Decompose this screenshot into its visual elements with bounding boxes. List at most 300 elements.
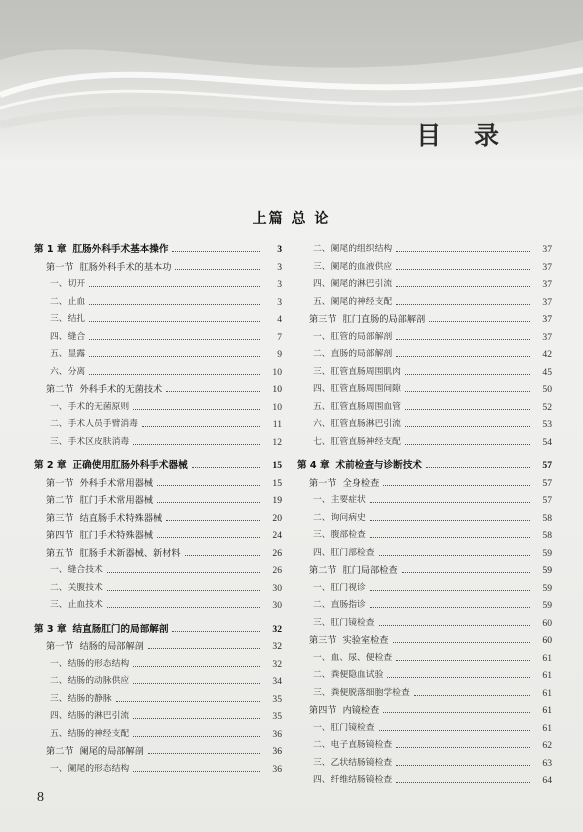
dot-leader (166, 520, 260, 521)
toc-entry-page: 63 (542, 757, 552, 769)
toc-entry-page: 59 (542, 600, 552, 611)
toc-entry-label (313, 720, 375, 738)
toc-entry-label (313, 527, 366, 545)
toc-entry-title: 五、显露 (50, 349, 86, 359)
toc-entry-page: 57 (542, 477, 552, 489)
toc-entry-page: 37 (542, 331, 552, 343)
toc-entry-label (50, 346, 85, 364)
toc-entry-page: 19 (272, 495, 282, 506)
toc-sub-entry[interactable] (297, 416, 552, 434)
toc-entry-page: 12 (272, 436, 282, 448)
toc-entry-title: 五、肛管直肠周围血管 (313, 401, 401, 412)
toc-entry-page: 10 (272, 401, 282, 413)
toc-entry-page: 61 (542, 652, 552, 664)
dot-leader (387, 677, 530, 678)
toc-chapter-entry[interactable] (34, 241, 282, 259)
toc-entry-title: 四、阑尾的淋巴引流 (313, 279, 393, 289)
dot-leader (175, 269, 260, 270)
toc-entry-number: 第 1 章 (34, 244, 67, 255)
toc-entry-page: 34 (272, 676, 282, 687)
toc-entry-title: 一、肛门视诊 (313, 582, 366, 593)
toc-section-entry[interactable] (34, 527, 282, 545)
toc-sub-entry[interactable] (34, 708, 282, 726)
toc-sub-entry[interactable] (34, 691, 282, 709)
toc-entry-title: 结直肠手术特殊器械 (79, 512, 163, 524)
dot-leader (133, 771, 260, 772)
toc-entry-page: 30 (272, 600, 282, 611)
toc-entry-title: 三、肛门镜检查 (313, 617, 375, 628)
dot-leader (379, 730, 530, 731)
toc-entry-title: 全身检查 (342, 477, 380, 489)
toc-section-entry[interactable] (34, 381, 282, 399)
toc-sub-entry[interactable] (297, 685, 552, 703)
toc-sub-entry[interactable] (34, 597, 282, 615)
toc-entry-label (313, 241, 392, 259)
dot-leader (185, 555, 260, 556)
toc-section-entry[interactable] (297, 311, 552, 329)
toc-entry-page: 61 (542, 705, 552, 716)
toc-entry-label (46, 475, 153, 493)
toc-entry-label (50, 597, 103, 615)
toc-entry-page: 15 (272, 477, 282, 489)
dot-leader (148, 753, 260, 754)
toc-entry-page: 10 (272, 384, 282, 395)
toc-entry-label (50, 399, 129, 417)
toc-entry-page: 62 (542, 740, 552, 751)
toc-sub-entry[interactable] (297, 720, 552, 738)
dot-leader (107, 590, 260, 591)
toc-sub-entry[interactable] (297, 615, 552, 633)
toc-sub-entry[interactable] (34, 580, 282, 598)
toc-sub-entry[interactable] (34, 346, 282, 364)
toc-entry-page: 35 (272, 711, 282, 722)
toc-entry-title: 二、直肠的局部解剖 (313, 349, 393, 359)
toc-entry-page: 59 (542, 547, 552, 559)
toc-entry-page: 60 (542, 635, 552, 646)
toc-entry-number: 第一节 (309, 477, 337, 489)
toc-entry-number: 第四节 (309, 705, 337, 716)
toc-sub-entry[interactable] (297, 527, 552, 545)
toc-entry-label (50, 708, 129, 726)
dot-leader (383, 485, 530, 486)
toc-sub-entry[interactable] (34, 656, 282, 674)
dot-leader (405, 391, 530, 392)
toc-entry-label (50, 562, 103, 580)
toc-entry-label (50, 726, 129, 744)
toc-entry-page: 61 (542, 687, 552, 699)
dot-leader (402, 572, 530, 573)
toc-entry-label (313, 685, 410, 703)
toc-sub-entry[interactable] (297, 545, 552, 563)
toc-entry-page: 61 (542, 670, 552, 681)
dot-leader (393, 642, 531, 643)
toc-entry-page: 32 (272, 641, 282, 652)
toc-entry-label (46, 527, 153, 545)
dot-leader (396, 765, 530, 766)
toc-entry-page: 36 (272, 763, 282, 775)
toc-entry-number: 第三节 (309, 314, 337, 325)
toc-entry-page: 57 (542, 460, 552, 471)
toc-sub-entry[interactable] (34, 416, 282, 434)
toc-entry-page: 4 (277, 314, 282, 325)
dot-leader (405, 426, 530, 427)
toc-entry-title: 二、询问病史 (313, 512, 366, 523)
toc-entry-label (50, 364, 85, 382)
toc-entry-title: 二、直肠指诊 (313, 600, 366, 610)
toc-entry-title: 三、止血技术 (50, 600, 103, 610)
toc-entry-title: 二、电子直肠镜检查 (313, 740, 393, 750)
toc-entry-label (46, 381, 162, 399)
toc-entry-label (313, 755, 392, 773)
toc-entry-page: 37 (542, 296, 552, 308)
toc-sub-entry[interactable] (297, 597, 552, 615)
toc-entry-page: 11 (272, 419, 282, 430)
toc-entry-page: 53 (542, 419, 552, 430)
toc-sub-entry[interactable] (34, 311, 282, 329)
dot-leader (192, 467, 260, 468)
toc-entry-number: 第一节 (46, 477, 74, 489)
toc-entry-page: 59 (542, 565, 552, 576)
toc-entry-label (34, 241, 168, 259)
toc-entry-label (309, 632, 389, 650)
dot-leader (89, 356, 260, 357)
dot-leader (133, 666, 260, 667)
toc-entry-title: 一、肛管的局部解剖 (313, 331, 393, 342)
toc-entry-title: 一、结肠的形态结构 (50, 658, 130, 669)
toc-entry-title: 一、主要症状 (313, 495, 366, 505)
toc-entry-label (50, 656, 129, 674)
toc-entry-page: 37 (542, 261, 552, 273)
toc-entry-number: 第二节 (309, 565, 337, 576)
toc-entry-page: 52 (542, 401, 552, 413)
toc-entry-title: 三、腹部检查 (313, 530, 366, 540)
dot-leader (396, 747, 530, 748)
dot-leader (396, 660, 530, 661)
toc-sub-entry[interactable] (297, 755, 552, 773)
toc-entry-page: 7 (277, 331, 282, 343)
dot-leader (396, 304, 530, 305)
toc-sub-entry[interactable] (297, 399, 552, 417)
dot-leader (107, 572, 260, 573)
toc-entry-label (50, 691, 112, 709)
dot-leader (107, 607, 260, 608)
toc-entry-page: 26 (272, 547, 282, 559)
toc-entry-title: 肛门手术常用器械 (79, 495, 154, 506)
toc-sub-entry[interactable] (297, 241, 552, 259)
toc-entry-number: 第四节 (46, 530, 74, 541)
toc-section-entry[interactable] (297, 562, 552, 580)
toc-section-entry[interactable] (297, 702, 552, 720)
toc-section-entry[interactable] (34, 510, 282, 528)
toc-entry-page: 37 (542, 279, 552, 290)
toc-entry-label (313, 580, 366, 598)
dot-leader (166, 391, 260, 392)
toc-entry-label (313, 364, 401, 382)
toc-entry-title: 二、手术人员手臂消毒 (50, 419, 138, 429)
toc-entry-page: 3 (277, 261, 282, 273)
toc-sub-entry[interactable] (34, 761, 282, 779)
toc-sub-entry[interactable] (297, 364, 552, 382)
toc-entry-label (313, 650, 392, 668)
toc-entry-page: 58 (542, 530, 552, 541)
toc-section-entry[interactable] (34, 492, 282, 510)
toc-entry-page: 59 (542, 582, 552, 594)
toc-entry-label (50, 434, 129, 452)
toc-entry-label (313, 615, 375, 633)
toc-entry-title: 三、乙状结肠镜检查 (313, 757, 393, 768)
dot-leader (383, 712, 530, 713)
toc-entry-page: 37 (542, 244, 552, 255)
dot-leader (429, 321, 530, 322)
toc-sub-entry[interactable] (34, 294, 282, 312)
toc-sub-entry[interactable] (297, 329, 552, 347)
dot-leader (142, 426, 260, 427)
dot-leader (405, 409, 530, 410)
toc-sub-entry[interactable] (34, 399, 282, 417)
dot-leader (133, 736, 260, 737)
toc-entry-page: 30 (272, 582, 282, 594)
toc-entry-page: 24 (272, 530, 282, 541)
toc-section-entry[interactable] (34, 259, 282, 277)
part-title: 上篇 总 论 (252, 211, 331, 227)
toc-entry-label (50, 580, 103, 598)
toc-entry-page: 15 (272, 460, 282, 471)
toc-entry-page: 32 (272, 658, 282, 670)
toc-sub-entry[interactable] (297, 381, 552, 399)
toc-entry-label (313, 381, 401, 399)
dot-leader (396, 356, 530, 357)
dot-leader (157, 502, 260, 503)
dot-leader (370, 537, 530, 538)
toc-right-column (297, 241, 552, 790)
toc-section-entry[interactable] (34, 638, 282, 656)
toc-entry-page: 42 (542, 349, 552, 360)
dot-leader (89, 304, 260, 305)
dot-leader (379, 625, 530, 626)
dot-leader (172, 631, 260, 632)
toc-entry-page: 45 (542, 366, 552, 378)
toc-entry-label (313, 329, 392, 347)
toc-entry-title: 正确使用肛肠外科手术器械 (72, 460, 188, 471)
toc-entry-number: 第 2 章 (34, 460, 67, 471)
toc-entry-title: 四、缝合 (50, 331, 86, 342)
toc-entry-label (309, 562, 398, 580)
toc-entry-title: 二、关腹技术 (50, 582, 103, 593)
dot-leader (148, 648, 260, 649)
toc-entry-title: 一、手术的无菌原则 (50, 401, 130, 412)
toc-sub-entry[interactable] (297, 650, 552, 668)
toc-entry-label (313, 294, 392, 312)
dot-leader (426, 467, 530, 468)
toc-entry-number: 第二节 (46, 746, 74, 757)
toc-entry-label (313, 276, 392, 294)
toc-entry-label (313, 667, 383, 685)
toc-sub-entry[interactable] (297, 346, 552, 364)
toc-sub-entry[interactable] (34, 562, 282, 580)
toc-title: 目 录 (416, 121, 511, 150)
toc-entry-title: 一、缝合技术 (50, 565, 103, 575)
toc-entry-label (34, 457, 188, 475)
toc-entry-title: 三、阑尾的血液供应 (313, 261, 393, 272)
toc-entry-label (50, 673, 129, 691)
toc-entry-label (297, 457, 422, 475)
dot-leader (133, 718, 260, 719)
toc-section-entry[interactable] (34, 743, 282, 761)
toc-entry-title: 五、阑尾的神经支配 (313, 296, 393, 307)
toc-entry-label (46, 545, 181, 563)
dot-leader (396, 269, 530, 270)
dot-leader (133, 683, 260, 684)
dot-leader (379, 555, 530, 556)
toc-entry-number: 第二节 (46, 384, 74, 395)
toc-entry-label (313, 399, 401, 417)
toc-entry-title: 六、肛管直肠淋巴引流 (313, 419, 401, 429)
toc-entry-page: 54 (542, 436, 552, 448)
toc-sub-entry[interactable] (297, 510, 552, 528)
toc-entry-page: 64 (542, 775, 552, 786)
toc-sub-entry[interactable] (297, 259, 552, 277)
toc-entry-title: 三、肛管直肠周围肌肉 (313, 366, 401, 377)
toc-sub-entry[interactable] (297, 276, 552, 294)
toc-entry-page: 3 (277, 296, 282, 308)
toc-entry-title: 一、肛门镜检查 (313, 722, 375, 733)
toc-entry-label (313, 737, 392, 755)
dot-leader (396, 782, 530, 783)
toc-entry-number: 第 4 章 (297, 460, 330, 471)
toc-entry-title: 肛门手术特殊器械 (79, 530, 154, 541)
toc-entry-title: 六、分离 (50, 366, 86, 377)
dot-leader (414, 695, 530, 696)
toc-sub-entry[interactable] (297, 434, 552, 452)
toc-entry-title: 肛肠手术新器械、新材料 (79, 547, 181, 559)
toc-sub-entry[interactable] (34, 434, 282, 452)
dot-leader (89, 321, 260, 322)
toc-sub-entry[interactable] (34, 329, 282, 347)
toc-entry-number: 第一节 (46, 641, 74, 652)
toc-entry-title: 一、阑尾的形态结构 (50, 763, 130, 774)
toc-entry-title: 肛门直肠的局部解剖 (342, 314, 426, 325)
toc-entry-title: 实验室检查 (342, 635, 389, 646)
toc-entry-label (50, 761, 129, 779)
toc-sub-entry[interactable] (297, 772, 552, 790)
toc-entry-label (313, 346, 392, 364)
toc-entry-page: 58 (542, 512, 552, 524)
toc-entry-label (313, 510, 366, 528)
dot-leader (89, 339, 260, 340)
toc-entry-label (50, 276, 85, 294)
toc-entry-label (313, 492, 366, 510)
dot-leader (370, 520, 530, 521)
toc-sub-entry[interactable] (34, 673, 282, 691)
toc-chapter-entry[interactable] (34, 621, 282, 639)
toc-entry-label (50, 294, 85, 312)
toc-sub-entry[interactable] (34, 276, 282, 294)
toc-entry-label (313, 597, 366, 615)
toc-entry-label (313, 772, 392, 790)
toc-entry-title: 三、手术区皮肤消毒 (50, 436, 130, 447)
toc-entry-title: 三、结肠的静脉 (50, 693, 112, 704)
dot-leader (133, 444, 260, 445)
toc-entry-page: 37 (542, 314, 552, 325)
toc-left-column (34, 241, 282, 778)
toc-entry-title: 四、肛门部检查 (313, 547, 375, 558)
dot-leader (157, 537, 260, 538)
toc-entry-number: 第三节 (46, 512, 74, 524)
toc-entry-title: 四、结肠的淋巴引流 (50, 711, 130, 721)
toc-entry-number: 第二节 (46, 495, 74, 506)
toc-entry-label (313, 416, 401, 434)
dot-leader (172, 251, 260, 252)
toc-entry-title: 一、切开 (50, 279, 86, 289)
dot-leader (89, 374, 260, 375)
dot-leader (116, 701, 260, 702)
toc-entry-page: 26 (272, 565, 282, 576)
toc-section-entry[interactable] (34, 475, 282, 493)
toc-entry-title: 三、结扎 (50, 314, 86, 324)
toc-section-entry[interactable] (34, 545, 282, 563)
toc-entry-label (309, 702, 379, 720)
toc-entry-title: 外科手术的无菌技术 (79, 384, 163, 395)
toc-sub-entry[interactable] (297, 667, 552, 685)
toc-entry-title: 术前检查与诊断技术 (335, 460, 422, 471)
toc-entry-label (313, 434, 401, 452)
toc-entry-page: 32 (272, 623, 282, 635)
dot-leader (396, 286, 530, 287)
toc-entry-number: 第三节 (309, 635, 337, 646)
toc-sub-entry[interactable] (297, 492, 552, 510)
toc-entry-label (313, 259, 392, 277)
toc-entry-page: 3 (277, 244, 282, 255)
toc-entry-label (46, 510, 162, 528)
toc-entry-label (313, 545, 375, 563)
toc-entry-title: 外科手术常用器械 (79, 477, 154, 489)
toc-chapter-entry[interactable] (297, 457, 552, 475)
toc-entry-title: 肛肠外科手术的基本功 (79, 261, 172, 273)
toc-chapter-entry[interactable] (34, 457, 282, 475)
toc-entry-number: 第五节 (46, 547, 74, 559)
toc-entry-page: 3 (277, 279, 282, 290)
toc-entry-title: 二、结肠的动脉供应 (50, 676, 130, 686)
toc-entry-page: 50 (542, 384, 552, 395)
dot-leader (89, 286, 260, 287)
toc-entry-page: 36 (272, 746, 282, 757)
toc-entry-page: 61 (542, 722, 552, 734)
toc-entry-title: 二、阑尾的组织结构 (313, 244, 393, 254)
toc-entry-page: 35 (272, 693, 282, 705)
toc-entry-number: 第 3 章 (34, 623, 67, 635)
toc-sub-entry[interactable] (34, 364, 282, 382)
toc-section-entry[interactable] (297, 632, 552, 650)
toc-entry-title: 结直肠肛门的局部解剖 (72, 623, 169, 635)
toc-entry-number: 第一节 (46, 261, 74, 273)
dot-leader (396, 251, 530, 252)
toc-entry-title: 四、肛管直肠周围间隙 (313, 384, 401, 394)
toc-sub-entry[interactable] (297, 580, 552, 598)
toc-entry-title: 三、粪便脱落细胞学检查 (313, 687, 410, 698)
toc-sub-entry[interactable] (34, 726, 282, 744)
toc-entry-label (46, 492, 153, 510)
toc-sub-entry[interactable] (297, 294, 552, 312)
toc-section-entry[interactable] (297, 475, 552, 493)
toc-entry-label (50, 329, 85, 347)
toc-entry-page: 60 (542, 617, 552, 629)
page-number: 8 (37, 790, 44, 805)
toc-sub-entry[interactable] (297, 737, 552, 755)
dot-leader (396, 339, 530, 340)
dot-leader (370, 607, 530, 608)
toc-entry-title: 二、粪便隐血试验 (313, 670, 384, 680)
toc-entry-title: 肛肠外科手术基本操作 (72, 244, 169, 255)
